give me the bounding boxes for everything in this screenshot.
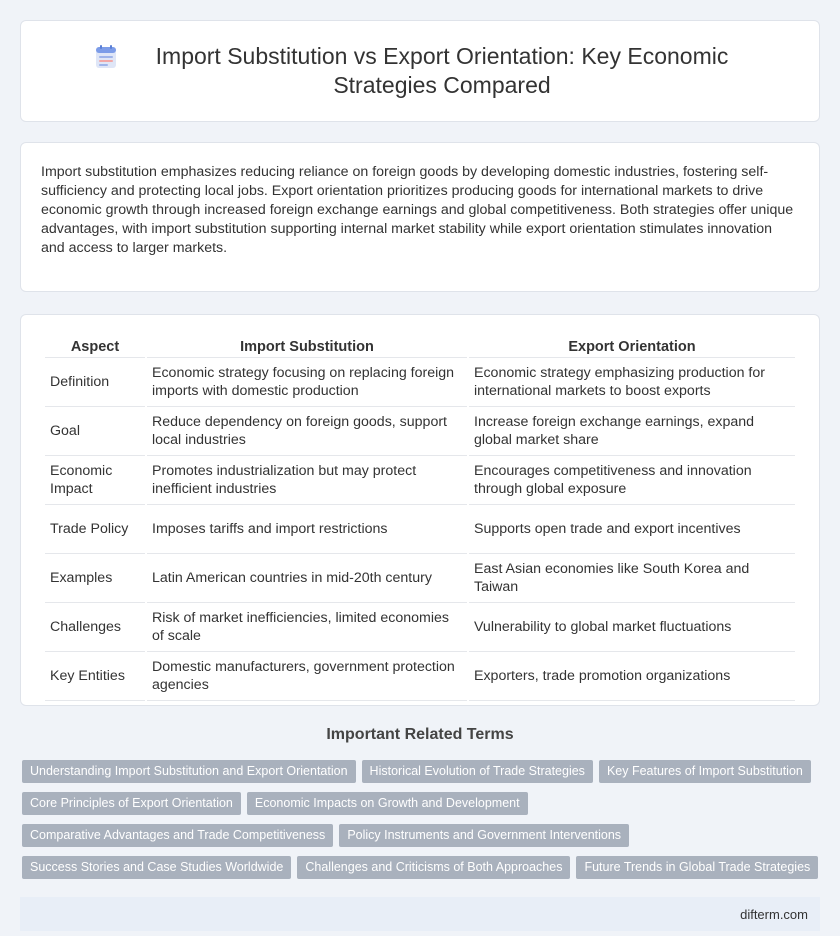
related-term-tag[interactable]: Comparative Advantages and Trade Competitiveness <box>22 824 333 847</box>
document-icon <box>93 44 119 70</box>
table-row <box>45 554 795 603</box>
table-row <box>45 505 795 554</box>
row-import: Imposes tariffs and import restrictions <box>147 505 467 554</box>
row-export: Economic strategy emphasizing production for international markets to boost exports <box>469 358 795 407</box>
row-export: Supports open trade and export incentives <box>469 505 795 554</box>
related-term-tag[interactable]: Historical Evolution of Trade Strategies <box>362 760 593 783</box>
row-import: Promotes industrialization but may protect inefficient industries <box>147 456 467 505</box>
header-import-substitution: Import Substitution <box>147 335 467 358</box>
header-aspect: Aspect <box>45 335 145 358</box>
related-terms-list <box>22 760 820 879</box>
table-header-row <box>45 335 795 358</box>
related-term-tag[interactable]: Success Stories and Case Studies Worldwide <box>22 856 291 879</box>
row-aspect: Trade Policy <box>45 505 145 554</box>
header-export-orientation: Export Orientation <box>469 335 795 358</box>
related-term-tag[interactable]: Core Principles of Export Orientation <box>22 792 241 815</box>
row-import: Risk of market inefficiencies, limited economies of scale <box>147 603 467 652</box>
row-export: Encourages competitiveness and innovation through global exposure <box>469 456 795 505</box>
related-term-tag[interactable]: Key Features of Import Substitution <box>599 760 811 783</box>
row-aspect: Challenges <box>45 603 145 652</box>
related-term-tag[interactable]: Understanding Import Substitution and Export Orientation <box>22 760 356 783</box>
related-term-tag[interactable]: Future Trends in Global Trade Strategies <box>576 856 818 879</box>
table-row <box>45 456 795 505</box>
table-row <box>45 407 795 456</box>
row-aspect: Economic Impact <box>45 456 145 505</box>
page-title: Import Substitution vs Export Orientation: Key Economic Strategies Compared <box>155 43 729 98</box>
row-export: East Asian economies like South Korea and Taiwan <box>469 554 795 603</box>
intro-card <box>20 142 820 292</box>
row-aspect: Key Entities <box>45 652 145 701</box>
row-export: Vulnerability to global market fluctuations <box>469 603 795 652</box>
row-aspect: Definition <box>45 358 145 407</box>
footer-brand[interactable]: difterm.com <box>740 906 808 922</box>
footer <box>20 897 820 931</box>
table-row <box>45 652 795 701</box>
row-aspect: Goal <box>45 407 145 456</box>
related-term-tag[interactable]: Economic Impacts on Growth and Development <box>247 792 528 815</box>
row-export: Increase foreign exchange earnings, expand global market share <box>469 407 795 456</box>
intro-text: Import substitution emphasizes reducing reliance on foreign goods by developing domestic industries, fostering self-sufficiency and protecting local jobs. Export orientation prioritizes producing goods for international markets to drive economic growth through increased foreign exchange earnings and global competitiveness. Both strategies offer unique advantages, with import substitution supporting internal market stability while export orientation stimulates innovation and access to larger markets. <box>41 164 794 256</box>
row-import: Reduce dependency on foreign goods, support local industries <box>147 407 467 456</box>
row-export: Exporters, trade promotion organizations <box>469 652 795 701</box>
row-import: Economic strategy focusing on replacing foreign imports with domestic production <box>147 358 467 407</box>
title-wrap <box>93 42 747 100</box>
comparison-table <box>43 335 797 701</box>
title-card <box>20 20 820 122</box>
row-import: Domestic manufacturers, government protection agencies <box>147 652 467 701</box>
row-aspect: Examples <box>45 554 145 603</box>
related-term-tag[interactable]: Policy Instruments and Government Interventions <box>339 824 629 847</box>
comparison-table-card <box>20 314 820 706</box>
table-row <box>45 603 795 652</box>
table-row <box>45 358 795 407</box>
row-import: Latin American countries in mid-20th century <box>147 554 467 603</box>
related-terms-title: Important Related Terms <box>326 726 514 743</box>
related-term-tag[interactable]: Challenges and Criticisms of Both Approaches <box>297 856 570 879</box>
